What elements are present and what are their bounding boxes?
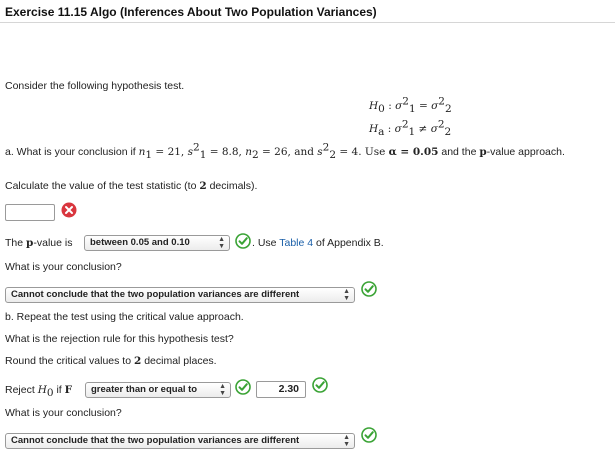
alternative-hypothesis: $H_a$ : $\sigma^2_1 \ne \sigma^2_2$: [369, 118, 452, 139]
calc-prompt: Calculate the value of the test statistic (to 2 decimals).: [5, 180, 258, 192]
exercise-header: [0, 0, 615, 23]
incorrect-icon: [61, 202, 77, 218]
select-arrows-icon: ▲ ▼: [343, 288, 350, 302]
conclusion-select-1[interactable]: [5, 287, 355, 303]
pvalue-select[interactable]: [84, 235, 230, 251]
pvalue-select-value: between 0.05 and 0.10: [90, 237, 190, 248]
correct-icon: [361, 427, 377, 443]
conclusion-select-2[interactable]: [5, 433, 355, 449]
correct-icon: [312, 377, 328, 393]
reject-label: Reject $H_0$ if F: [5, 384, 73, 400]
rejection-rule-select-value: greater than or equal to: [91, 384, 198, 395]
exercise-title: Exercise 11.15 Algo (Inferences About Two Population Variances): [5, 5, 377, 19]
conclusion-select-1-value: Cannot conclude that the two population variances are different: [11, 289, 300, 300]
table-reference: . Use Table 4 of Appendix B.: [252, 237, 384, 249]
correct-icon: [235, 233, 251, 249]
rejection-rule-question: What is the rejection rule for this hypothesis test?: [5, 333, 234, 345]
select-arrows-icon: ▲ ▼: [218, 236, 225, 250]
conclusion-question-1: What is your conclusion?: [5, 261, 122, 273]
round-prompt: Round the critical values to 2 decimal places.: [5, 355, 217, 367]
correct-icon: [361, 281, 377, 297]
null-hypothesis: $H_0$ : $\sigma^2_1 = \sigma^2_2$: [369, 95, 452, 116]
table-4-link[interactable]: Table 4: [279, 237, 314, 249]
select-arrows-icon: ▲ ▼: [343, 434, 350, 448]
rejection-rule-select[interactable]: [85, 382, 231, 398]
conclusion-select-2-value: Cannot conclude that the two population variances are different: [11, 435, 300, 446]
pvalue-label: The p-value is: [5, 237, 73, 249]
critical-value-input[interactable]: 2.30: [256, 381, 306, 398]
part-a-question: a. What is your conclusion if $n_1 = 21$, $s^2_1 = 8.8$, $n_2 = 26$, and $s^2_2 = 4$. Use α = 0.05 and the p-value approach.: [5, 141, 565, 162]
part-b-question: b. Repeat the test using the critical value approach.: [5, 311, 244, 323]
conclusion-question-2: What is your conclusion?: [5, 407, 122, 419]
intro-text: Consider the following hypothesis test.: [5, 80, 185, 92]
test-statistic-input[interactable]: [5, 204, 55, 221]
correct-icon: [235, 379, 251, 395]
select-arrows-icon: ▲ ▼: [219, 383, 226, 397]
